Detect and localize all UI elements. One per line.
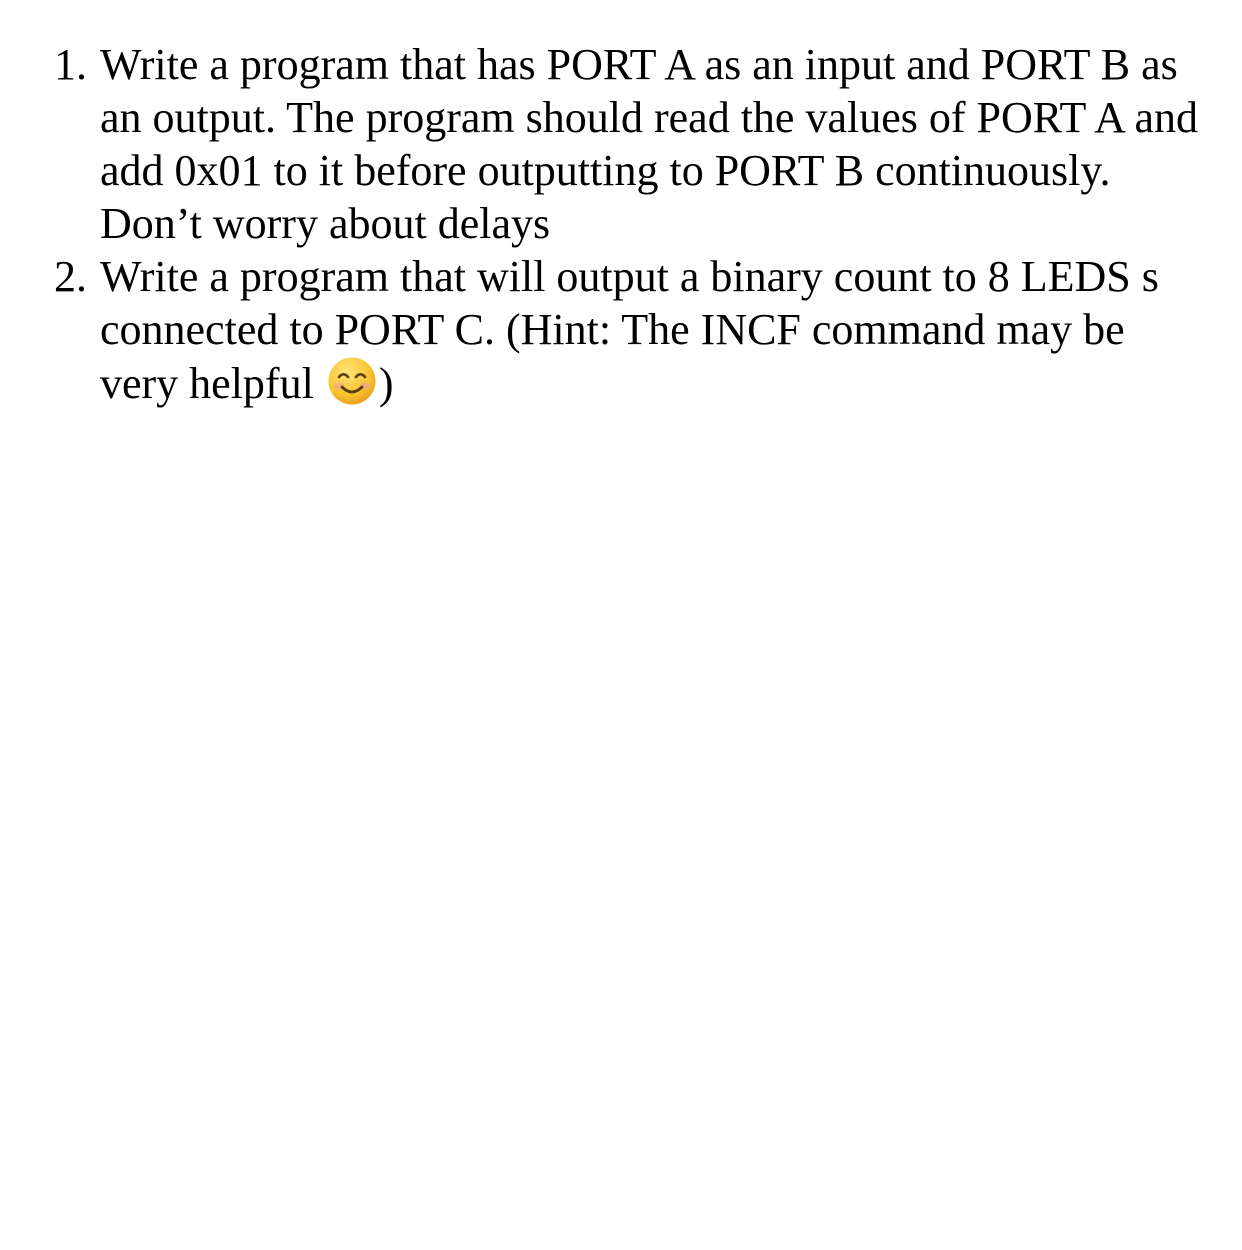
- task-item-2: [54, 250, 1204, 410]
- closing-parenthesis: ): [378, 359, 394, 408]
- task-text: Write a program that has PORT A as an input and PORT B as an output. The program should read the values of PORT A and add 0x01 to it before outputting to PORT B continuously. Don’t worry about delays: [100, 40, 1199, 248]
- task-number: 1.: [54, 40, 87, 89]
- task-number: 2.: [54, 252, 87, 301]
- task-item-1: [54, 38, 1204, 250]
- smiling-face-icon: [327, 356, 377, 406]
- task-text: Write a program that will output a binary count to 8 LEDS s connected to PORT C. (Hint: The INCF command may be very helpful: [100, 252, 1159, 408]
- task-list: [54, 38, 1204, 410]
